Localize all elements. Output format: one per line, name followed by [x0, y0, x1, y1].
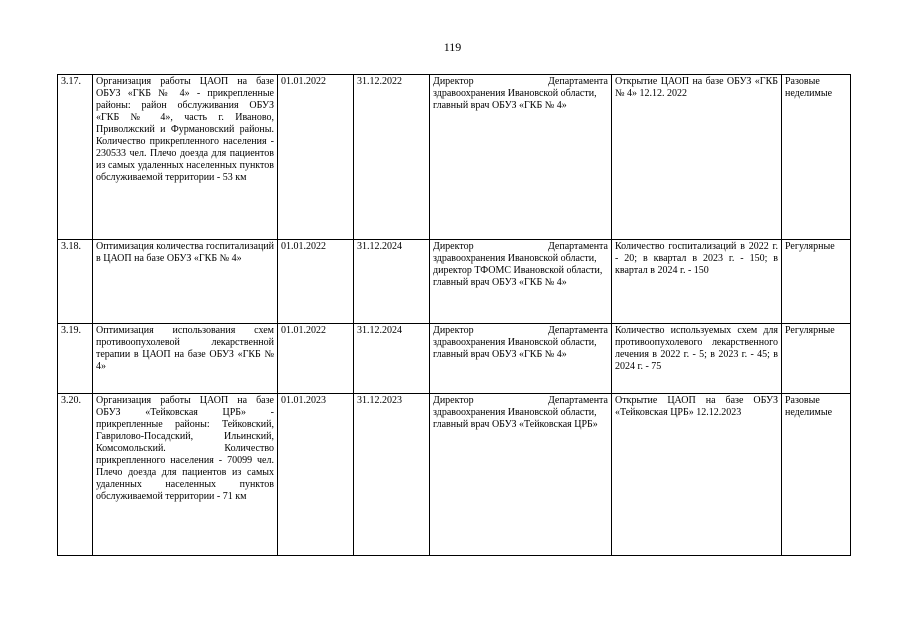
- start-date: 01.01.2023: [278, 394, 354, 556]
- end-date: 31.12.2024: [354, 240, 430, 324]
- start-date: 01.01.2022: [278, 240, 354, 324]
- end-date: 31.12.2024: [354, 324, 430, 394]
- start-date: 01.01.2022: [278, 324, 354, 394]
- expected-result: Количество госпитализаций в 2022 г. - 20; в квартал в 2023 г. - 150; в квартал в 2024 г. - 150: [612, 240, 782, 324]
- row-number: 3.19.: [58, 324, 93, 394]
- measure-description: Оптимизация использования схем противоопухолевой лекарственной терапии в ЦАОП на базе ОБУЗ «ГКБ № 4»: [93, 324, 278, 394]
- measure-type: Разовые неделимые: [782, 75, 851, 240]
- row-number: 3.18.: [58, 240, 93, 324]
- measure-description: Организация работы ЦАОП на базе ОБУЗ «Тейковская ЦРБ» - прикрепленные районы: Тейковский, Гаврилово-Посадский, Ильинский, Комсомольский. Количество прикрепленного населения - 70099 чел. Плечо доезда для пациентов из самых удаленных населенных пунктов обслуживаемой территории - 71 км: [93, 394, 278, 556]
- table-row: [58, 324, 851, 394]
- table-row: [58, 240, 851, 324]
- measure-description: Организация работы ЦАОП на базе ОБУЗ «ГКБ № 4» - прикрепленные районы: район обслуживания ОБУЗ «ГКБ № 4», часть г. Иваново, Приволжский и Фурмановский районы. Количество прикрепленного населения - 230533 чел. Плечо доезда для пациентов из самых удаленных населенных пунктов обслуживаемой территории - 53 км: [93, 75, 278, 240]
- end-date: 31.12.2022: [354, 75, 430, 240]
- table-row: [58, 394, 851, 556]
- page-number: 119: [443, 40, 462, 54]
- responsible-persons: Директор Департамента здравоохранения Ивановской области, главный врач ОБУЗ «ГКБ № 4»: [430, 75, 612, 240]
- responsible-persons: Директор Департамента здравоохранения Ивановской области, директор ТФОМС Ивановской области, главный врач ОБУЗ «ГКБ № 4»: [430, 240, 612, 324]
- start-date: 01.01.2022: [278, 75, 354, 240]
- measure-type: Регулярные: [782, 324, 851, 394]
- table-row: [58, 75, 851, 240]
- measure-type: Разовые неделимые: [782, 394, 851, 556]
- row-number: 3.20.: [58, 394, 93, 556]
- row-number: 3.17.: [58, 75, 93, 240]
- responsible-persons: Директор Департамента здравоохранения Ивановской области, главный врач ОБУЗ «ГКБ № 4»: [430, 324, 612, 394]
- expected-result: Открытие ЦАОП на базе ОБУЗ «ГКБ № 4» 12.12. 2022: [612, 75, 782, 240]
- measure-description: Оптимизация количества госпитализаций в ЦАОП на базе ОБУЗ «ГКБ № 4»: [93, 240, 278, 324]
- expected-result: Количество используемых схем для противоопухолевого лекарственного лечения в 2022 г. - 5; в 2023 г. - 45; в 2024 г. - 75: [612, 324, 782, 394]
- expected-result: Открытие ЦАОП на базе ОБУЗ «Тейковская ЦРБ» 12.12.2023: [612, 394, 782, 556]
- responsible-persons: Директор Департамента здравоохранения Ивановской области, главный врач ОБУЗ «Тейковская ЦРБ»: [430, 394, 612, 556]
- measure-type: Регулярные: [782, 240, 851, 324]
- end-date: 31.12.2023: [354, 394, 430, 556]
- measures-table: [57, 74, 851, 556]
